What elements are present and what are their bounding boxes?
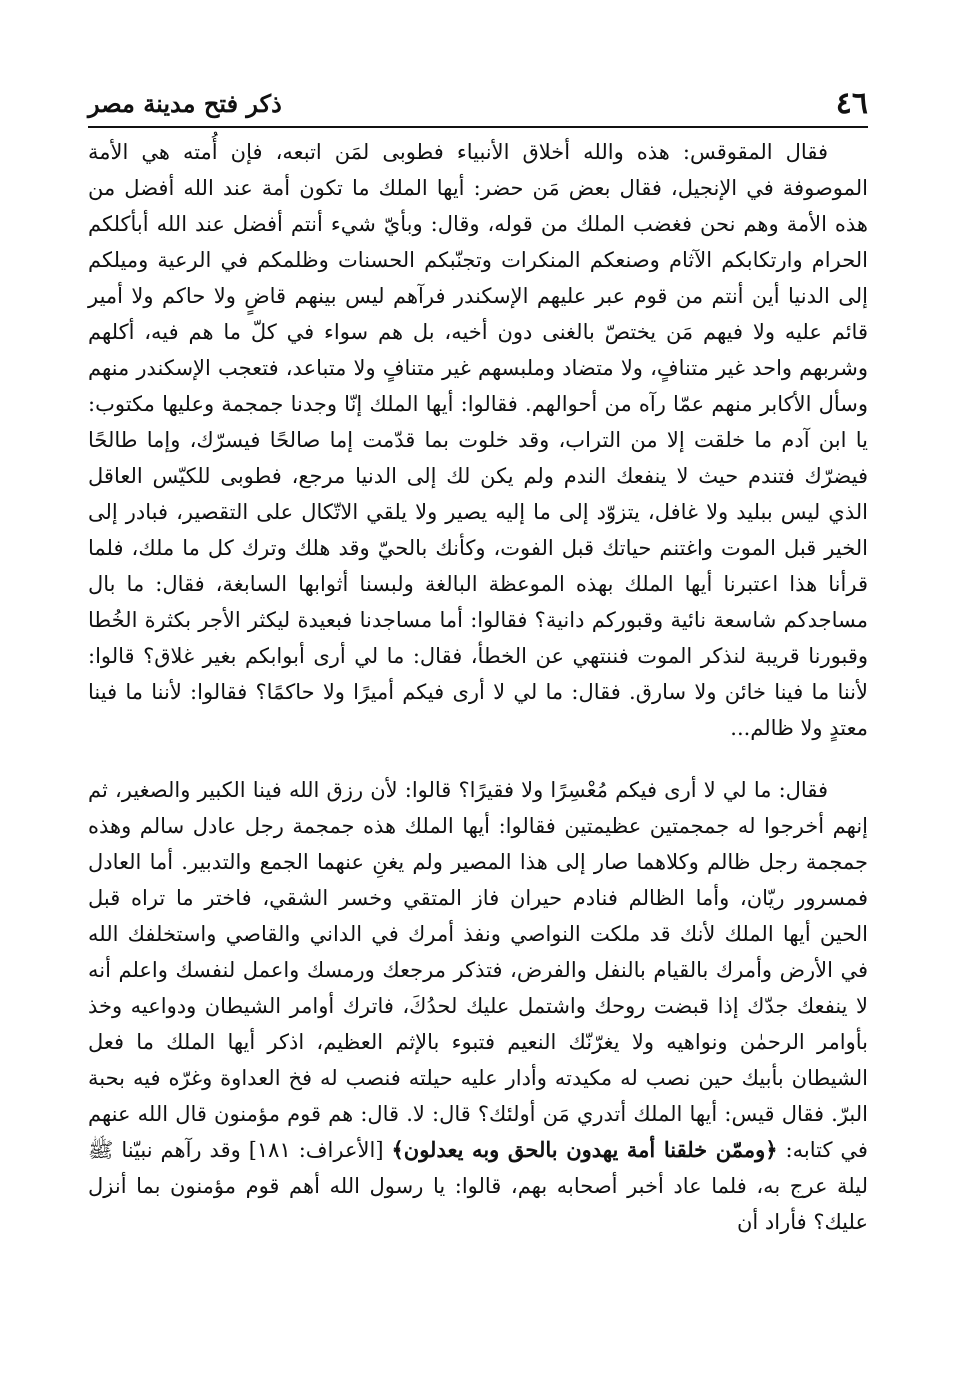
paragraph-2-text-after: [الأعراف: ١٨١] وقد رآهم نبيّنا ﷺ ليلة عرج به، فلما عاد أخبر أصحابه بهم، قالوا: يا رسول الله أهم قوم مؤمنون بما أنزل عليك؟ فأراد أن <box>88 1138 868 1234</box>
paragraph-2-text: فقال: ما لي لا أرى فيكم مُعْسِرًا ولا فقيرًا؟ قالوا: لأن رزق الله فينا الكبير والصغير، ثم إنهم أخرجوا له جمجمتين عظيمتين فقالوا: أيها الملك هذه جمجمة رجل عادل سالم وهذه جمجمة رجل ظالم وكلاهما صار إلى هذا المصير ولم يغنِ عنهما الجمع والتدبير. أما العادل فمسرور ريّان، وأما الظالم فنادم حيران فاز المتقي وخسر الشقي، فاختر ما تراه قبل الحين أيها الملك لأنك قد ملكت النواصي ونفذ أمرك في الداني والقاصي واستخلفك الله في الأرض وأمرك بالقيام بالنفل والفرض، فتذكر مرجعك ورمسك واعمل لنفسك واعلم أنه لا ينفعك جدّك إذا قبضت روحك واشتمل عليك لحدُكَ، فاترك أوامر الشيطان ودواعيه وخذ بأوامر الرحمٰن ونواهيه ولا يغرّنّك النعيم فتبوء بالإثم العظيم، اذكر أيها الملك ما فعل الشيطان بأبيك حين نصب له مكيدته وأدار عليه حيلته فنصب له فخ العداوة وغرّه فيه بحبة البرّ. فقال قيس: أيها الملك أتدري مَن أولئك؟ قال: لا. قال: هم قوم مؤمنون قال الله عنهم في كتابه: <box>88 778 869 1162</box>
page-number: ٤٦ <box>835 86 868 121</box>
paragraph-1 <box>88 134 868 746</box>
header-rule <box>88 126 868 128</box>
running-title: ذكر فتح مدينة مصر <box>88 89 282 118</box>
body-text <box>88 134 868 1240</box>
page-header <box>88 78 868 124</box>
quran-verse: ﴿وممّن خلقنا أمة يهدون بالحق وبه يعدلون﴾ <box>391 1137 778 1162</box>
paragraph-2 <box>88 772 868 1240</box>
paragraph-1-text: فقال المقوقس: هذه والله أخلاق الأنبياء فطوبى لمَن اتبعه، فإن أُمته هي الأمة الموصوفة في الإنجيل، فقال بعض مَن حضر: أيها الملك ما تكون أمة عند الله أفضل من هذه الأمة وهم نحن فغضب الملك من قوله، وقال: وبأيّ شيء أنتم أفضل عند الله أبأكلكم الحرام وارتكابكم الآثام وصنعكم المنكرات وتجنّبكم الحسنات وظلمكم في الرعية وميلكم إلى الدنيا أين أنتم من قوم عبر عليهم الإسكندر فرآهم ليس بينهم قاضٍ ولا حاكم ولا أمير قائم عليه ولا فيهم مَن يختصّ بالغنى دون أخيه، بل هم سواء في كلّ ما هم فيه، أكلهم وشربهم واحد غير متنافٍ، ولا متضاد وملبسهم غير متنافٍ ولا متباعد، فتعجب الإسكندر منهم وسأل الأكابر منهم عمّا رآه من أحوالهم. فقالوا: أيها الملك إنّا وجدنا جمجمة وعليها مكتوب: يا ابن آدم ما خلقت إلا من التراب، وقد خلوت بما قدّمت إما صالحًا فيسرّك، وإما طالحًا فيضرّك فتندم حيث لا ينفعك الندم ولم يكن لك إلى الدنيا مرجع، فطوبى للكيّس العاقل الذي ليس ببليد ولا غافل، يتزوّد إلى ما إليه يصير ولا يلقي الاتّكال على التقصير، فبادر إلى الخير قبل الموت واغتنم حياتك قبل الفوت، وكأنك بالحيّ وقد هلك وترك كل ما ملك، فلما قرأنا هذا اعتبرنا أيها الملك بهذه الموعظة البالغة ولبسنا أثوابها السابغة، فقال: ما بال مساجدكم شاسعة نائية وقبوركم دانية؟ فقالوا: أما مساجدنا فبعيدة ليكثر الأجر بكثرة الخُطا وقبورنا قريبة لنذكر الموت فننتهي عن الخطأ، فقال: ما لي أرى أبوابكم بغير غلاق؟ قالوا: لأننا ما فينا خائن ولا سارق. فقال: ما لي لا أرى فيكم أميرًا ولا حاكمًا؟ فقالوا: لأننا ما فينا معتدٍ ولا ظالم... <box>88 140 868 740</box>
